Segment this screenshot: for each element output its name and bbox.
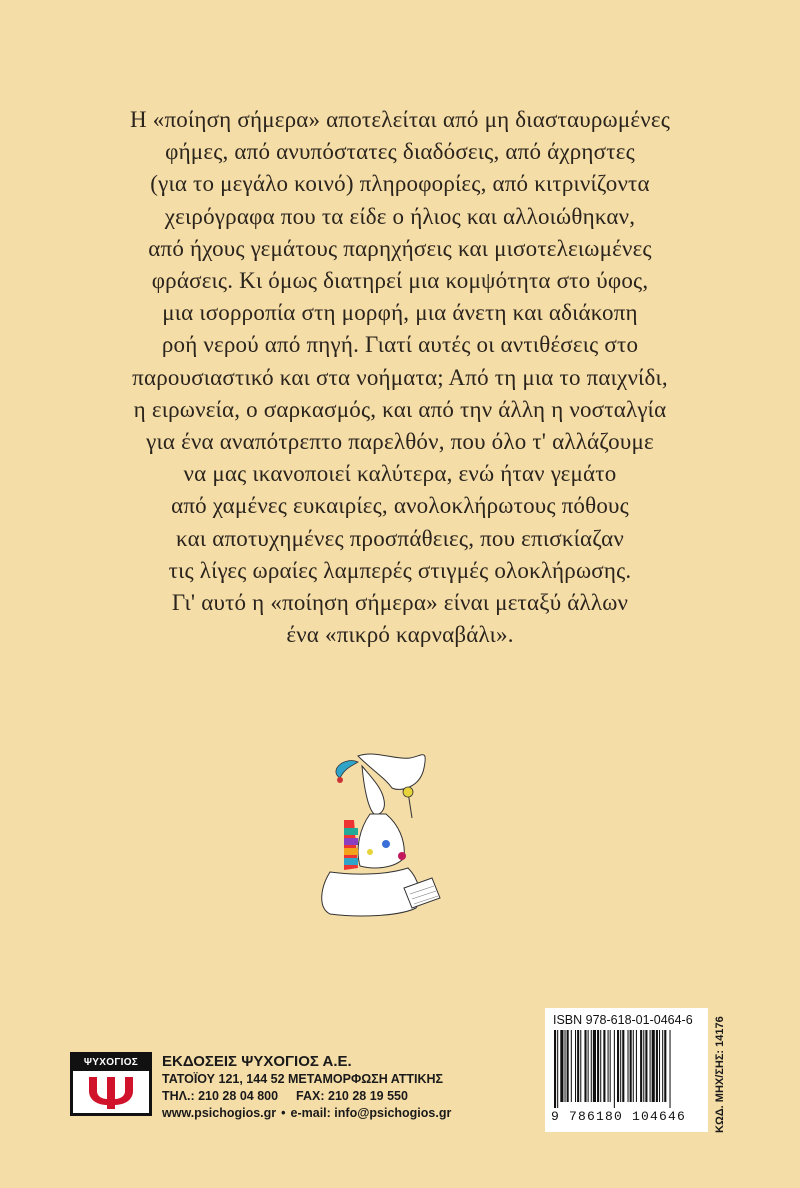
jester-illustration — [300, 748, 450, 918]
blurb-line: τις λίγες ωραίες λαμπερές στιγμές ολοκλήρωσης. — [168, 557, 632, 583]
publisher-name: ΕΚΔΟΣΕΙΣ ΨΥΧΟΓΙΟΣ Α.Ε. — [162, 1053, 352, 1070]
blurb-line: η ειρωνεία, ο σαρκασμός, και από την άλλη η νοσταλγία — [133, 396, 667, 422]
publisher-web-row — [162, 1105, 451, 1122]
publisher-email: e-mail: info@psichogios.gr — [290, 1106, 452, 1120]
separator-bullet: • — [281, 1106, 286, 1120]
publisher-contact-row — [162, 1088, 451, 1105]
blurb-line: για ένα αναπότρεπτο παρελθόν, που όλο τ' αλλάζουμε — [146, 429, 654, 455]
publisher-phone: ΤΗΛ.: 210 28 04 800 — [162, 1089, 279, 1103]
publisher-logo — [70, 1052, 152, 1116]
blurb-line: Γι' αυτό η «ποίηση σήμερα» είναι μεταξύ άλλων — [171, 590, 629, 616]
blurb-line: χειρόγραφα που τα είδε ο ήλιος και αλλοιώθηκαν, — [164, 203, 636, 229]
isbn-label: ISBN 978-618-01-0464-6 — [553, 1013, 693, 1027]
publisher-logo-text: ΨΥΧΟΓΙΟΣ — [73, 1055, 149, 1071]
product-code: ΚΩΔ. ΜΗΧ/ΣΗΣ: 14176 — [714, 1016, 726, 1133]
blurb-line: μια ισορροπία στη μορφή, μια άνετη και αδιάκοπη — [162, 300, 638, 326]
blurb-line: να μας ικανοποιεί καλύτερα, ενώ ήταν γεμάτο — [183, 461, 617, 487]
publisher-address: ΤΑΤΟΪΟΥ 121, 144 52 ΜΕΤΑΜΟΡΦΩΣΗ ΑΤΤΙΚΗΣ — [162, 1072, 444, 1086]
barcode-digits: 9 786180 104646 — [551, 1109, 687, 1124]
blurb-line: (για το μεγάλο κοινό) πληροφορίες, από κιτρινίζοντα — [150, 171, 650, 197]
publisher-info — [162, 1052, 451, 1122]
blurb-line: και αποτυχημένες προσπάθειες, που επισκίαζαν — [176, 525, 624, 551]
blurb-line: από χαμένες ευκαιρίες, ανολοκλήρωτους πόθους — [171, 493, 629, 519]
blurb-line: ροή νερού από πηγή. Γιατί αυτές οι αντιθέσεις στο — [161, 332, 639, 358]
back-cover-blurb — [60, 104, 740, 651]
blurb-line: ένα «πικρό καρναβάλι». — [286, 622, 514, 648]
barcode-icon — [554, 1030, 700, 1108]
blurb-line: από ήχους γεμάτους παρηχήσεις και μισοτελειωμένες — [148, 235, 652, 261]
blurb-line: φήμες, από ανυπόστατες διαδόσεις, από άχρηστες — [165, 139, 635, 165]
psi-logo-icon — [83, 1073, 139, 1111]
blurb-line: φράσεις. Κι όμως διατηρεί μια κομψότητα στο ύφος, — [151, 268, 649, 294]
blurb-line: Η «ποίηση σήμερα» αποτελείται από μη διασταυρωμένες — [130, 107, 670, 132]
blurb-line: παρουσιαστικό και στα νοήματα; Από τη μια το παιχνίδι, — [132, 364, 668, 390]
publisher-website: www.psichogios.gr — [162, 1106, 277, 1120]
publisher-fax: FAX: 210 28 19 550 — [296, 1089, 408, 1103]
barcode-box — [545, 1008, 708, 1132]
